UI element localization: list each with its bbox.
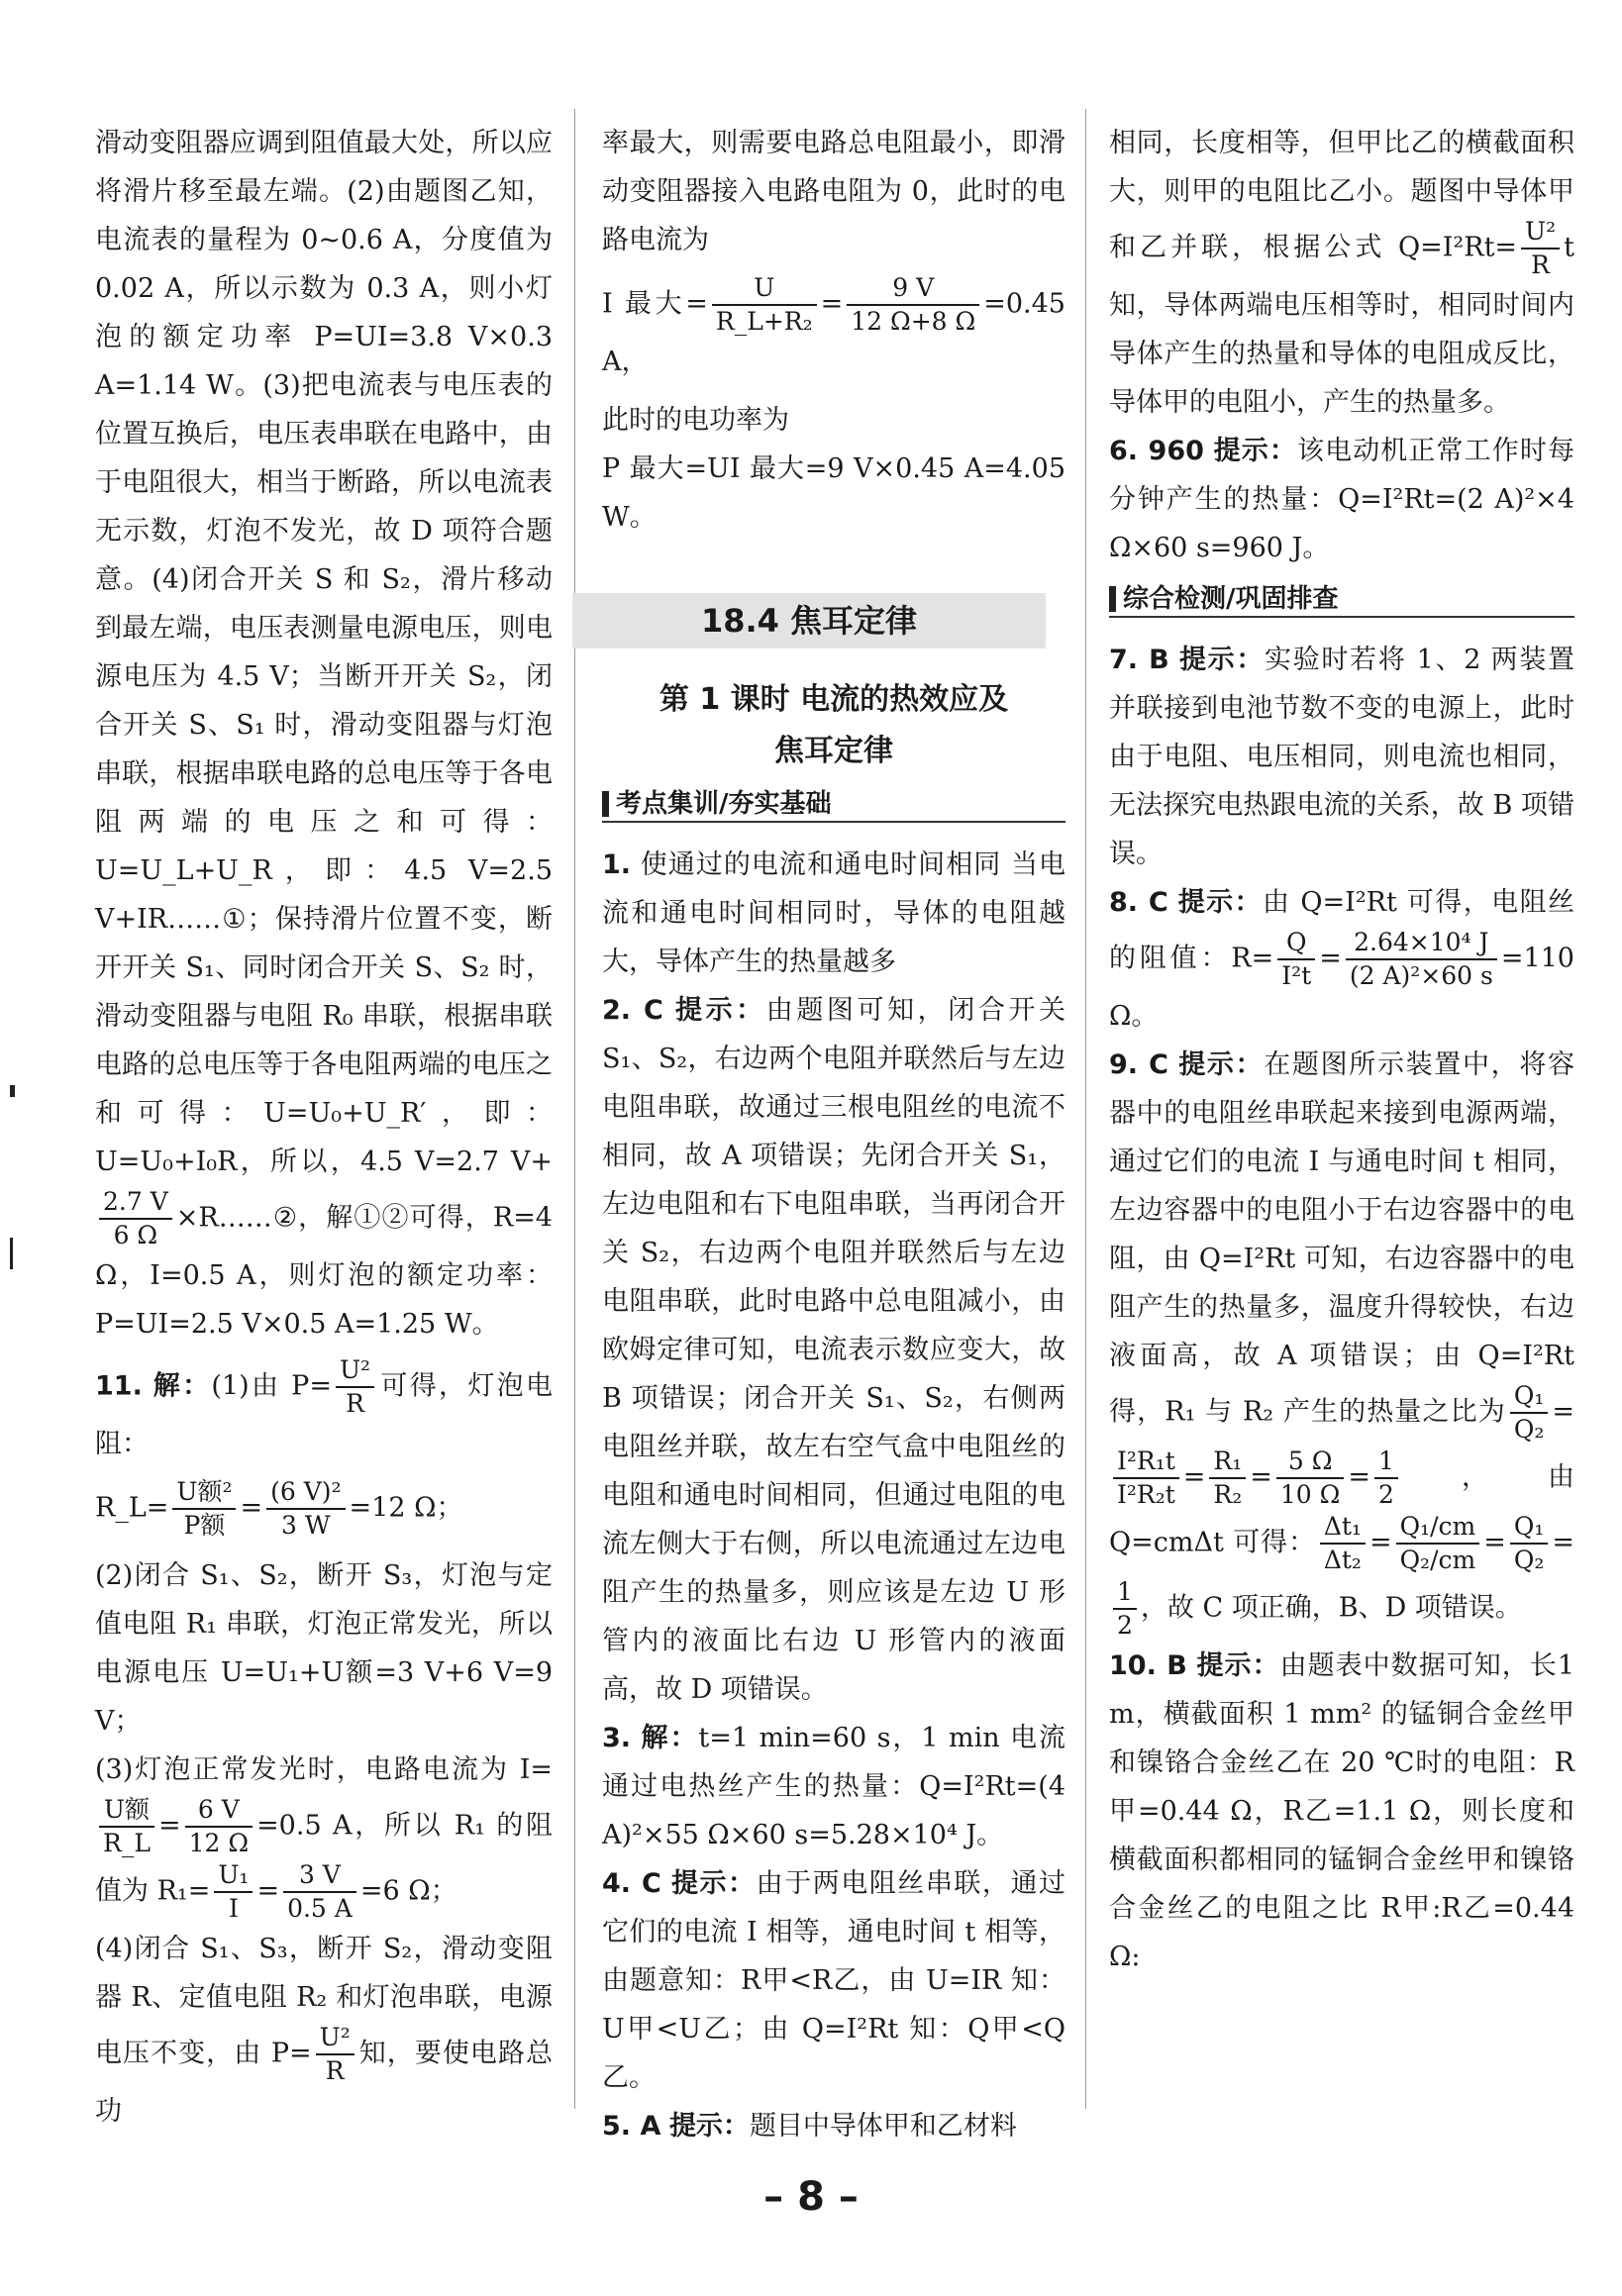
question-8: 8. C 提示：由 Q=I²Rt 可得，电阻丝的阻值：R= $\frac{Q}{\text{I²t}}$ = $\frac{\text{2.64×10⁴ J}}{\text{(2 A)²×60 s}}$ =110 Ω。 [1109,887,1574,1032]
solution-step: (4)闭合 S₁、S₃，断开 S₂，滑动变阻器 R、定值电阻 R₂ 和灯泡串联，电源电压不变，由 P= $\frac{\text{U²}}{R}$ 知，要使电路总功 [95,1934,553,2127]
question-7: 7. B 提示：实验时若将 1、2 两装置并联接到电池节数不变的电源上，此时由于电阻、电压相同，则电流也相同，无法探究电热跟电流的关系，故 B 项错误。 [1109,645,1574,869]
fraction: $\frac{\text{R₁}}{\text{R₂}}$ [1209,1446,1246,1511]
page-number: – 8 – [763,2174,859,2220]
question-11: 11. 解：(1)由 P= $\frac{\text{U²}}{R}$ 可得，灯泡电阻： [95,1355,553,1459]
equation: I 最大= $\frac{U}{\text{R\_L+R₂}}$ = $\frac{9 V}{12 \Omega+8 \Omega}$ =0.45 A， [602,273,1065,377]
solution-text: ×R……②，解①②可得，R=4 Ω，I=0.5 A，则灯泡的额定功率：P=UI=2.5 V×0.5 A=1.25 W。 [95,1202,553,1340]
question-4: 4. C 提示：由于两电阻丝串联，通过它们的电流 I 相等，通电时间 t 相等，由题意知：R甲<R乙，由 U=IR 知：U甲<U乙；由 Q=I²Rt 知：Q甲<Q乙。 [602,1868,1066,2093]
fraction: $\frac{\text{Q₁/cm}}{\text{Q₂/cm}}$ [1396,1511,1480,1576]
column-left [95,119,553,2136]
question-3: 3. 解：t=1 min=60 s，1 min 电流通过电热丝产生的热量：Q=I²Rt=(4 A)²×55 Ω×60 s=5.28×10⁴ J。 [602,1723,1066,1850]
question-10: 10. B 提示：由题表中数据可知，长1 m，横截面积 1 mm² 的锰铜合金丝甲和镍铬合金丝乙在 20 ℃时的电阻：R甲=0.44 Ω，R乙=1.1 Ω，则长度和横截面积都相同的锰铜合金丝甲和镍铬合金丝乙的电阻之比 R甲:R乙=0.44 Ω: [1109,1650,1575,1972]
fraction: $\frac{1}{2}$ [1113,1576,1137,1642]
solution-text: 率最大，则需要电路总电阻最小，即滑动变阻器接入电路电阻为 0，此时的电路电流为 [602,128,1065,255]
fraction: $\frac{Q}{\text{I²t}}$ [1277,927,1315,992]
fraction: $\frac{\text{I²R₁t}}{\text{I²R₂t}}$ [1113,1446,1179,1511]
edge-mark [10,1238,13,1269]
fraction: $\frac{\text{Q₁}}{\text{Q₂}}$ [1510,1380,1549,1446]
fraction: $\frac{\text{U额}}{R\_L}$ [99,1794,154,1859]
fraction: $\frac{6 V}{12 \Omega}$ [185,1794,253,1859]
fraction: $\frac{\text{U额²}}{\text{P额}}$ [172,1476,236,1542]
fraction: $\frac{\text{U²}}{R}$ [1521,216,1560,281]
fraction: $\frac{U}{\text{R\_L+R₂}}$ [712,272,817,338]
question-number: 11. [95,1370,143,1402]
fraction: $\frac{\text{U₁}}{I}$ [214,1859,253,1925]
fraction: $\frac{3 V}{0.5 A}$ [283,1859,356,1925]
fraction: $\frac{1}{2}$ [1374,1446,1398,1511]
equation: P 最大=UI 最大=9 V×0.45 A=4.05 W。 [602,453,1065,533]
fraction: $\frac{\text{2.64×10⁴ J}}{\text{(2 A)²×60 s}}$ [1346,927,1497,992]
solution-step: (3)灯泡正常发光时，电路电流为 I= $\frac{\text{U额}}{R\_L}$ = $\frac{6 V}{12 \Omega}$ =0.5 A，所以 R₁ 的阻值为 R₁= $\frac{\text{U₁}}{I}$ = $\frac{3 V}{0.5 A}$ =6 Ω； [95,1754,553,1923]
fraction: $\frac{\text{(6 V)²}}{3 W}$ [266,1476,345,1542]
column-right [1109,119,1574,1981]
subsection-bar: 考点集训/夯实基础 [602,787,1065,823]
fraction: $\frac{\text{Q₁}}{\text{Q₂}}$ [1510,1511,1549,1576]
edge-mark [10,1085,15,1097]
column-divider-1 [574,109,575,2109]
solution-paragraph: 相同，长度相等，但甲比乙的横截面积大，则甲的电阻比乙小。题图中导体甲和乙并联，根据公式 Q=I²Rt= $\frac{\text{U²}}{R}$ t 知，导体两端电压相等时，相同时间内导体产生的热量和导体的电阻成反比，导体甲的电阻小，产生的热量多。 [1109,128,1574,418]
solution-paragraph [95,119,553,1348]
subsection-bar: 综合检测/巩固排查 [1109,582,1574,618]
column-divider-2 [1085,109,1086,2109]
section-title: 18.4 焦耳定律 [572,593,1046,649]
solution-text: 滑动变阻器应调到阻值最大处，所以应将滑片移至最左端。(2)由题图乙知，电流表的量程为 0~0.6 A，分度值为 0.02 A，所以示数为 0.3 A，则小灯泡的额定功率 P=UI=3.8 V×0.3 A=1.14 W。(3)把电流表与电压表的位置互换后，电压表串联在电路中，由于电阻很大，相当于断路，所以电流表无示数，灯泡不发光，故 D 项符合题意。(4)闭合开关 S 和 S₂，滑片移动到最左端，电压表测量电源电压，则电源电压为 4.5 V；当断开开关 S₂，闭合开关 S、S₁ 时，滑动变阻器与灯泡串联，根据串联电路的总电压等于各电阻两端的电压之和可得：U=U_L+U_R，即：4.5 V=2.5 V+IR……①；保持滑片位置不变，断开开关 S₁、同时闭合开关 S、S₂ 时，滑动变阻器与电阻 R₀ 串联，根据串联电路的总电压等于各电阻两端的电压之和可得：U=U₀+U_R′，即：U=U₀+I₀R，所以，4.5 V=2.7 V+ [95,128,553,1177]
question-1: 1. 使通过的电流和通电时间相同 当电流和通电时间相同时，导体的电阻越大，导体产生的热量越多 [602,849,1065,977]
question-9: 9. C 提示：在题图所示装置中，将容器中的电阻丝串联起来接到电源两端，通过它们的电流 I 与通电时间 t 相同，左边容器中的电阻小于右边容器中的电阻，由 Q=I²Rt 可知，右边容器中的电阻产生的热量多，温度升得较快，右边液面高，故 A 项错误；由 Q=I²Rt 得，R₁ 与 R₂ 产生的热量之比为 $\frac{\text{Q₁}}{\text{Q₂}}$ = $\frac{\text{I²R₁t}}{\text{I²R₂t}}$ = $\frac{\text{R₁}}{\text{R₂}}$ = $\frac{5 \Omega}{10 \Omega}$ = $\frac{1}{2}$ ，由 Q=cmΔt 可得： $\frac{\text{Δt₁}}{\text{Δt₂}}$ = $\frac{\text{Q₁/cm}}{\text{Q₂/cm}}$ = $\frac{\text{Q₁}}{\text{Q₂}}$ = $\frac{1}{2}$ ，故 C 项正确，B、D 项错误。 [1109,1049,1574,1640]
question-6: 6. 960 提示：该电动机正常工作时每分钟产生的热量：Q=I²Rt=(2 A)²×4 Ω×60 s=960 J。 [1109,436,1574,563]
solution-step: (2)闭合 S₁、S₂，断开 S₃，灯泡与定值电阻 R₁ 串联，灯泡正常发光，所以电源电压 U=U₁+U额=3 V+6 V=9 V； [95,1560,553,1737]
column-middle [602,119,1065,2150]
fraction: $\frac{5 \Omega}{10 \Omega}$ [1276,1446,1345,1511]
solution-text: 此时的电功率为 [602,405,789,436]
solution-label: 解： [152,1370,212,1402]
fraction: $\frac{\text{U²}}{R}$ [316,2022,355,2087]
fraction: $\frac{\text{U²}}{R}$ [336,1354,374,1420]
question-5: 5. A 提示：题目中导体甲和乙材料 [602,2111,1017,2142]
fraction: $\frac{\text{Δt₁}}{\text{Δt₂}}$ [1320,1511,1366,1576]
question-2: 2. C 提示：由题图可知，闭合开关 S₁、S₂，右边两个电阻并联然后与左边电阻串联，故通过三根电阻丝的电流不相同，故 A 项错误；先闭合开关 S₁，左边电阻和右下电阻串联，当再闭合开关 S₂，右边两个电阻并联然后与左边电阻串联，此时电路中总电阻减小，由欧姆定律可知，电流表示数应变大，故 B 项错误；闭合开关 S₁、S₂，右侧两电阻丝并联，故左右空气盒中电阻丝的电阻和通电时间相同，但通过电阻的电流左侧大于右侧，所以电流通过左边电阻产生的热量多，则应该是左边 U 形管内的液面比右边 U 形管内的液面高，故 D 项错误。 [602,995,1065,1705]
lesson-title: 第 1 课时 电流的热效应及 焦耳定律 [659,682,1009,768]
equation: R_L= $\frac{\text{U额²}}{\text{P额}}$ = $\frac{\text{(6 V)²}}{3 W}$ =12 Ω； [95,1477,463,1540]
fraction: $\frac{9 V}{12 \Omega+8 \Omega}$ [847,272,979,338]
fraction: $\frac{2.7 V}{6 \Omega}$ [99,1186,172,1251]
